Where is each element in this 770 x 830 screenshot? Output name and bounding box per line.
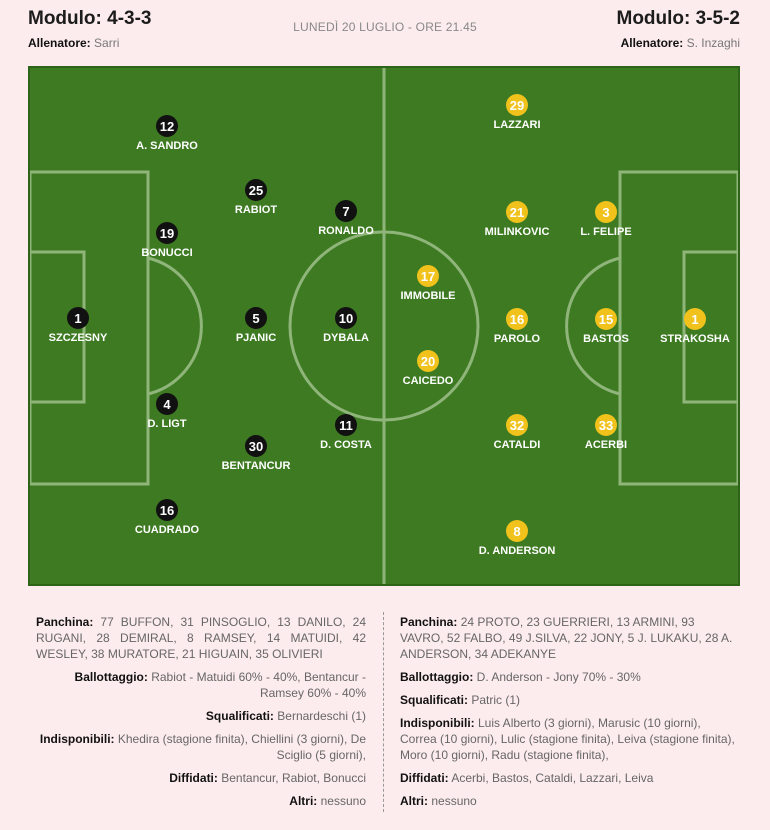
- away-ballottaggio: [400, 669, 736, 685]
- indisponibili-label: Indisponibili:: [400, 716, 475, 730]
- player-name: CATALDI: [493, 439, 541, 451]
- home-squalificati: [36, 708, 366, 724]
- home-diffidati: [36, 770, 366, 786]
- player-name: PJANIC: [235, 332, 277, 344]
- player-number: 33: [595, 414, 617, 436]
- player-name: A. SANDRO: [136, 140, 198, 152]
- ballottaggio-value: Rabiot - Matuidi 60% - 40%, Bentancur - Ramsey 60% - 40%: [151, 670, 366, 700]
- player-number: 5: [245, 307, 267, 329]
- player-number: 15: [595, 308, 617, 330]
- home-formation: Modulo: 4-3-3: [28, 8, 152, 29]
- bench-label: Panchina:: [36, 615, 94, 629]
- away-header: [617, 8, 741, 50]
- player-name: STRAKOSHA: [660, 333, 730, 345]
- player-number: 1: [684, 308, 706, 330]
- player-name: DYBALA: [323, 332, 369, 344]
- away-player[interactable]: [358, 350, 498, 387]
- ballottaggio-label: Ballottaggio:: [400, 670, 474, 684]
- player-name: LAZZARI: [493, 119, 541, 131]
- player-name: CUADRADO: [134, 524, 200, 536]
- player-number: 20: [417, 350, 439, 372]
- player-number: 16: [506, 308, 528, 330]
- indisponibili-label: Indisponibili:: [39, 732, 115, 746]
- bench-label: Panchina:: [400, 615, 458, 629]
- altri-label: Altri:: [289, 794, 318, 808]
- home-coach-name: Sarri: [94, 36, 120, 50]
- player-number: 25: [245, 179, 267, 201]
- away-coach: [617, 36, 741, 50]
- away-player[interactable]: [536, 414, 676, 451]
- player-number: 16: [156, 499, 178, 521]
- indisponibili-value: Khedira (stagione finita), Chiellini (3 giorni), De Sciglio (5 giorni),: [117, 732, 366, 762]
- player-name: D. ANDERSON: [478, 545, 556, 557]
- bench-list: 24 PROTO, 23 GUERRIERI, 13 ARMINI, 93 VAVRO, 52 FALBO, 49 J.SILVA, 22 JONY, 5 J. LUKAKU, 28 A. ANDERSON, 34 ADEKANYE: [400, 615, 733, 661]
- away-player[interactable]: [447, 94, 587, 131]
- player-number: 29: [506, 94, 528, 116]
- diffidati-value: Bentancur, Rabiot, Bonucci: [221, 771, 366, 785]
- player-number: 21: [506, 201, 528, 223]
- away-coach-label: Allenatore:: [620, 36, 684, 50]
- away-squalificati: [400, 692, 736, 708]
- altri-label: Altri:: [400, 794, 428, 808]
- home-player[interactable]: [97, 499, 237, 536]
- home-player[interactable]: [276, 200, 416, 237]
- player-number: 4: [156, 393, 178, 415]
- squalificati-value: Bernardeschi (1): [277, 709, 366, 723]
- player-number: 3: [595, 201, 617, 223]
- away-bench: [400, 614, 736, 662]
- home-coach: [28, 36, 152, 50]
- player-name: BONUCCI: [141, 247, 193, 259]
- home-coach-label: Allenatore:: [28, 36, 91, 50]
- away-player[interactable]: [625, 308, 765, 345]
- away-coach-name: S. Inzaghi: [686, 36, 740, 50]
- away-player[interactable]: [536, 201, 676, 238]
- home-player[interactable]: [276, 307, 416, 344]
- altri-value: nessuno: [320, 794, 366, 808]
- player-name: L. FELIPE: [580, 226, 632, 238]
- home-info: [36, 614, 366, 816]
- home-player[interactable]: [186, 435, 326, 472]
- football-pitch: [28, 66, 740, 586]
- player-number: 30: [245, 435, 267, 457]
- info-divider: [383, 612, 384, 812]
- player-number: 1: [67, 307, 89, 329]
- away-altri: [400, 793, 736, 809]
- player-name: BASTOS: [583, 333, 629, 345]
- player-name: RABIOT: [234, 204, 278, 216]
- home-player[interactable]: [8, 307, 148, 344]
- home-ballottaggio: [36, 669, 366, 701]
- squalificati-label: Squalificati:: [400, 693, 469, 707]
- player-name: RONALDO: [318, 225, 374, 237]
- away-player[interactable]: [358, 265, 498, 302]
- home-player[interactable]: [97, 393, 237, 430]
- home-indisponibili: [36, 731, 366, 763]
- home-player[interactable]: [97, 115, 237, 152]
- away-formation: Modulo: 3-5-2: [616, 8, 740, 29]
- diffidati-label: Diffidati:: [400, 771, 449, 785]
- player-number: 8: [506, 520, 528, 542]
- away-diffidati: [400, 770, 736, 786]
- away-player[interactable]: [447, 520, 587, 557]
- player-name: SZCZESNY: [48, 332, 108, 344]
- player-number: 32: [506, 414, 528, 436]
- altri-value: nessuno: [431, 794, 477, 808]
- ballottaggio-label: Ballottaggio:: [74, 670, 148, 684]
- home-player[interactable]: [97, 222, 237, 259]
- home-bench: [36, 614, 366, 662]
- match-date: LUNEDÌ 20 LUGLIO - ORE 21.45: [293, 20, 477, 34]
- diffidati-label: Diffidati:: [169, 771, 218, 785]
- player-number: 19: [156, 222, 178, 244]
- player-name: PAROLO: [493, 333, 541, 345]
- player-name: D. COSTA: [320, 439, 372, 451]
- away-indisponibili: [400, 715, 736, 763]
- player-number: 10: [335, 307, 357, 329]
- player-number: 12: [156, 115, 178, 137]
- player-number: 11: [335, 414, 357, 436]
- home-altri: [36, 793, 366, 809]
- squalificati-label: Squalificati:: [205, 709, 274, 723]
- player-name: ACERBI: [584, 439, 628, 451]
- player-name: D. LIGT: [147, 418, 187, 430]
- bench-list: 77 BUFFON, 31 PINSOGLIO, 13 DANILO, 24 RUGANI, 28 DEMIRAL, 8 RAMSEY, 14 MATUIDI, 42 WESLEY, 38 MURATORE, 21 HIGUAIN, 35 OLIVIERI: [36, 615, 366, 661]
- player-name: CAICEDO: [402, 375, 454, 387]
- player-name: MILINKOVIC: [484, 226, 550, 238]
- diffidati-value: Acerbi, Bastos, Cataldi, Lazzari, Leiva: [451, 771, 654, 785]
- away-info: [400, 614, 736, 816]
- squalificati-value: Patric (1): [471, 693, 521, 707]
- player-number: 7: [335, 200, 357, 222]
- indisponibili-value: Luis Alberto (3 giorni), Marusic (10 giorni), Correa (10 giorni), Lulic (stagione finita), Leiva (stagione finita), Moro (10 giorni), Radu (stagione finita),: [400, 716, 735, 762]
- player-name: BENTANCUR: [221, 460, 291, 472]
- player-name: IMMOBILE: [400, 290, 456, 302]
- player-number: 17: [417, 265, 439, 287]
- ballottaggio-value: D. Anderson - Jony 70% - 30%: [476, 670, 641, 684]
